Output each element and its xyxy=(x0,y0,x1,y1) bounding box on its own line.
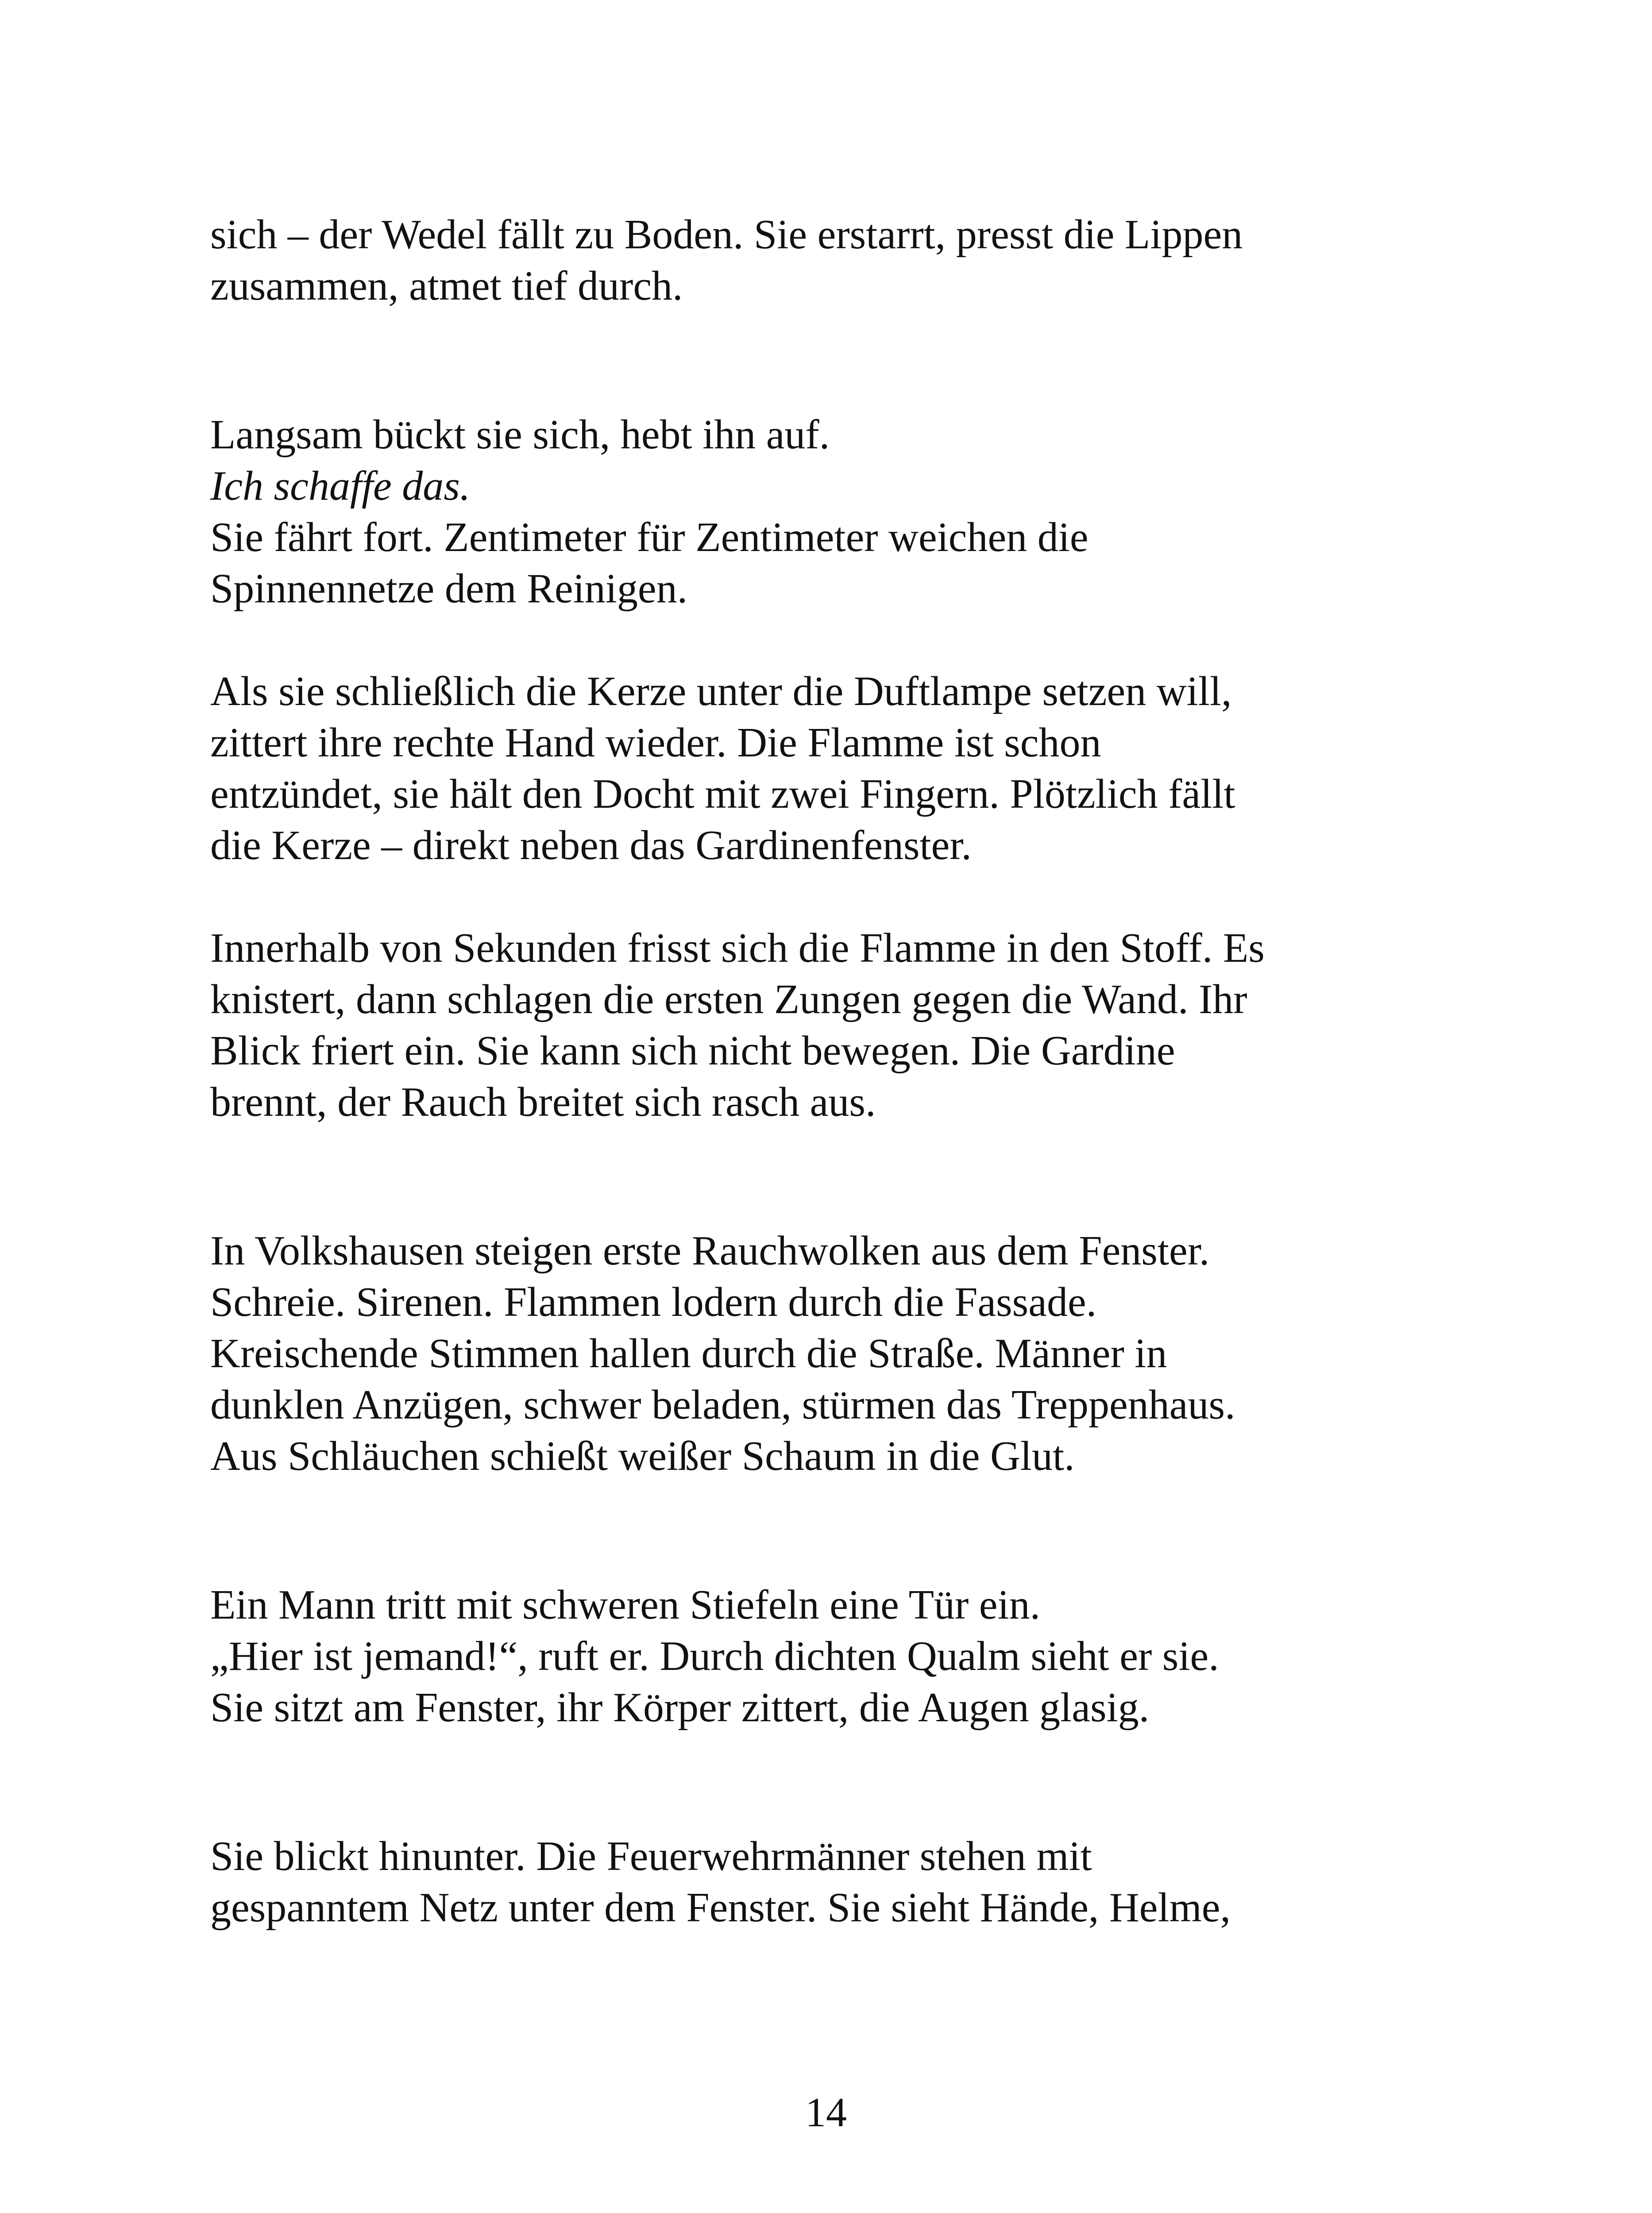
text-line: Als sie schließlich die Kerze unter die Duftlampe setzen will, xyxy=(210,668,1232,714)
text-line: knistert, dann schlagen die ersten Zungen gegen die Wand. Ihr xyxy=(210,976,1247,1022)
text-line: Ein Mann tritt mit schweren Stiefeln eine Tür ein. xyxy=(210,1582,1041,1628)
text-line: Spinnennetze dem Reinigen. xyxy=(210,566,688,612)
text-line: Langsam bückt sie sich, hebt ihn auf. xyxy=(210,412,830,458)
text-line: Innerhalb von Sekunden frisst sich die Flamme in den Stoff. Es xyxy=(210,925,1265,971)
paragraph-gap xyxy=(210,871,1591,922)
text-line: Sie fährt fort. Zentimeter für Zentimeter weichen die xyxy=(210,514,1088,560)
text-line: dunklen Anzügen, schwer beladen, stürmen das Treppenhaus. xyxy=(210,1382,1235,1428)
text-line: zusammen, atmet tief durch. xyxy=(210,263,683,309)
text-line: Sie blickt hinunter. Die Feuerwehrmänner stehen mit xyxy=(210,1833,1092,1879)
text-line: In Volkshausen steigen erste Rauchwolken aus dem Fenster. xyxy=(210,1228,1210,1274)
paragraph xyxy=(210,922,1591,1128)
paragraph xyxy=(210,666,1591,871)
text-line: gespanntem Netz unter dem Fenster. Sie sieht Hände, Helme, xyxy=(210,1885,1231,1931)
text-line: sich – der Wedel fällt zu Boden. Sie erstarrt, presst die Lippen xyxy=(210,212,1243,258)
text-line: Blick friert ein. Sie kann sich nicht bewegen. Die Gardine xyxy=(210,1028,1175,1074)
text-line: brennt, der Rauch breitet sich rasch aus. xyxy=(210,1079,876,1125)
page-body xyxy=(210,209,1591,1933)
text-line: Sie sitzt am Fenster, ihr Körper zittert, die Augen glasig. xyxy=(210,1685,1150,1731)
text-line: Kreischende Stimmen hallen durch die Straße. Männer in xyxy=(210,1330,1167,1376)
text-line: entzündet, sie hält den Docht mit zwei Fingern. Plötzlich fällt xyxy=(210,771,1235,817)
paragraph-gap xyxy=(210,312,1591,409)
paragraph xyxy=(210,1831,1591,1933)
paragraph-gap xyxy=(210,1482,1591,1579)
paragraph-gap xyxy=(210,1128,1591,1225)
paragraph-gap xyxy=(210,1733,1591,1831)
paragraph xyxy=(210,209,1591,312)
text-line: zittert ihre rechte Hand wieder. Die Flamme ist schon xyxy=(210,720,1101,766)
text-line: Schreie. Sirenen. Flammen lodern durch die Fassade. xyxy=(210,1279,1097,1325)
text-line: die Kerze – direkt neben das Gardinenfenster. xyxy=(210,822,972,868)
text-line: Aus Schläuchen schießt weißer Schaum in die Glut. xyxy=(210,1433,1075,1479)
page-number: 14 xyxy=(805,2090,847,2136)
text-line: „Hier ist jemand!“, ruft er. Durch dichten Qualm sieht er sie. xyxy=(210,1633,1219,1679)
italic-thought-line: Ich schaffe das. xyxy=(210,463,471,509)
paragraph xyxy=(210,1579,1591,1733)
paragraph-gap xyxy=(210,614,1591,666)
paragraph xyxy=(210,409,1591,614)
paragraph xyxy=(210,1225,1591,1482)
